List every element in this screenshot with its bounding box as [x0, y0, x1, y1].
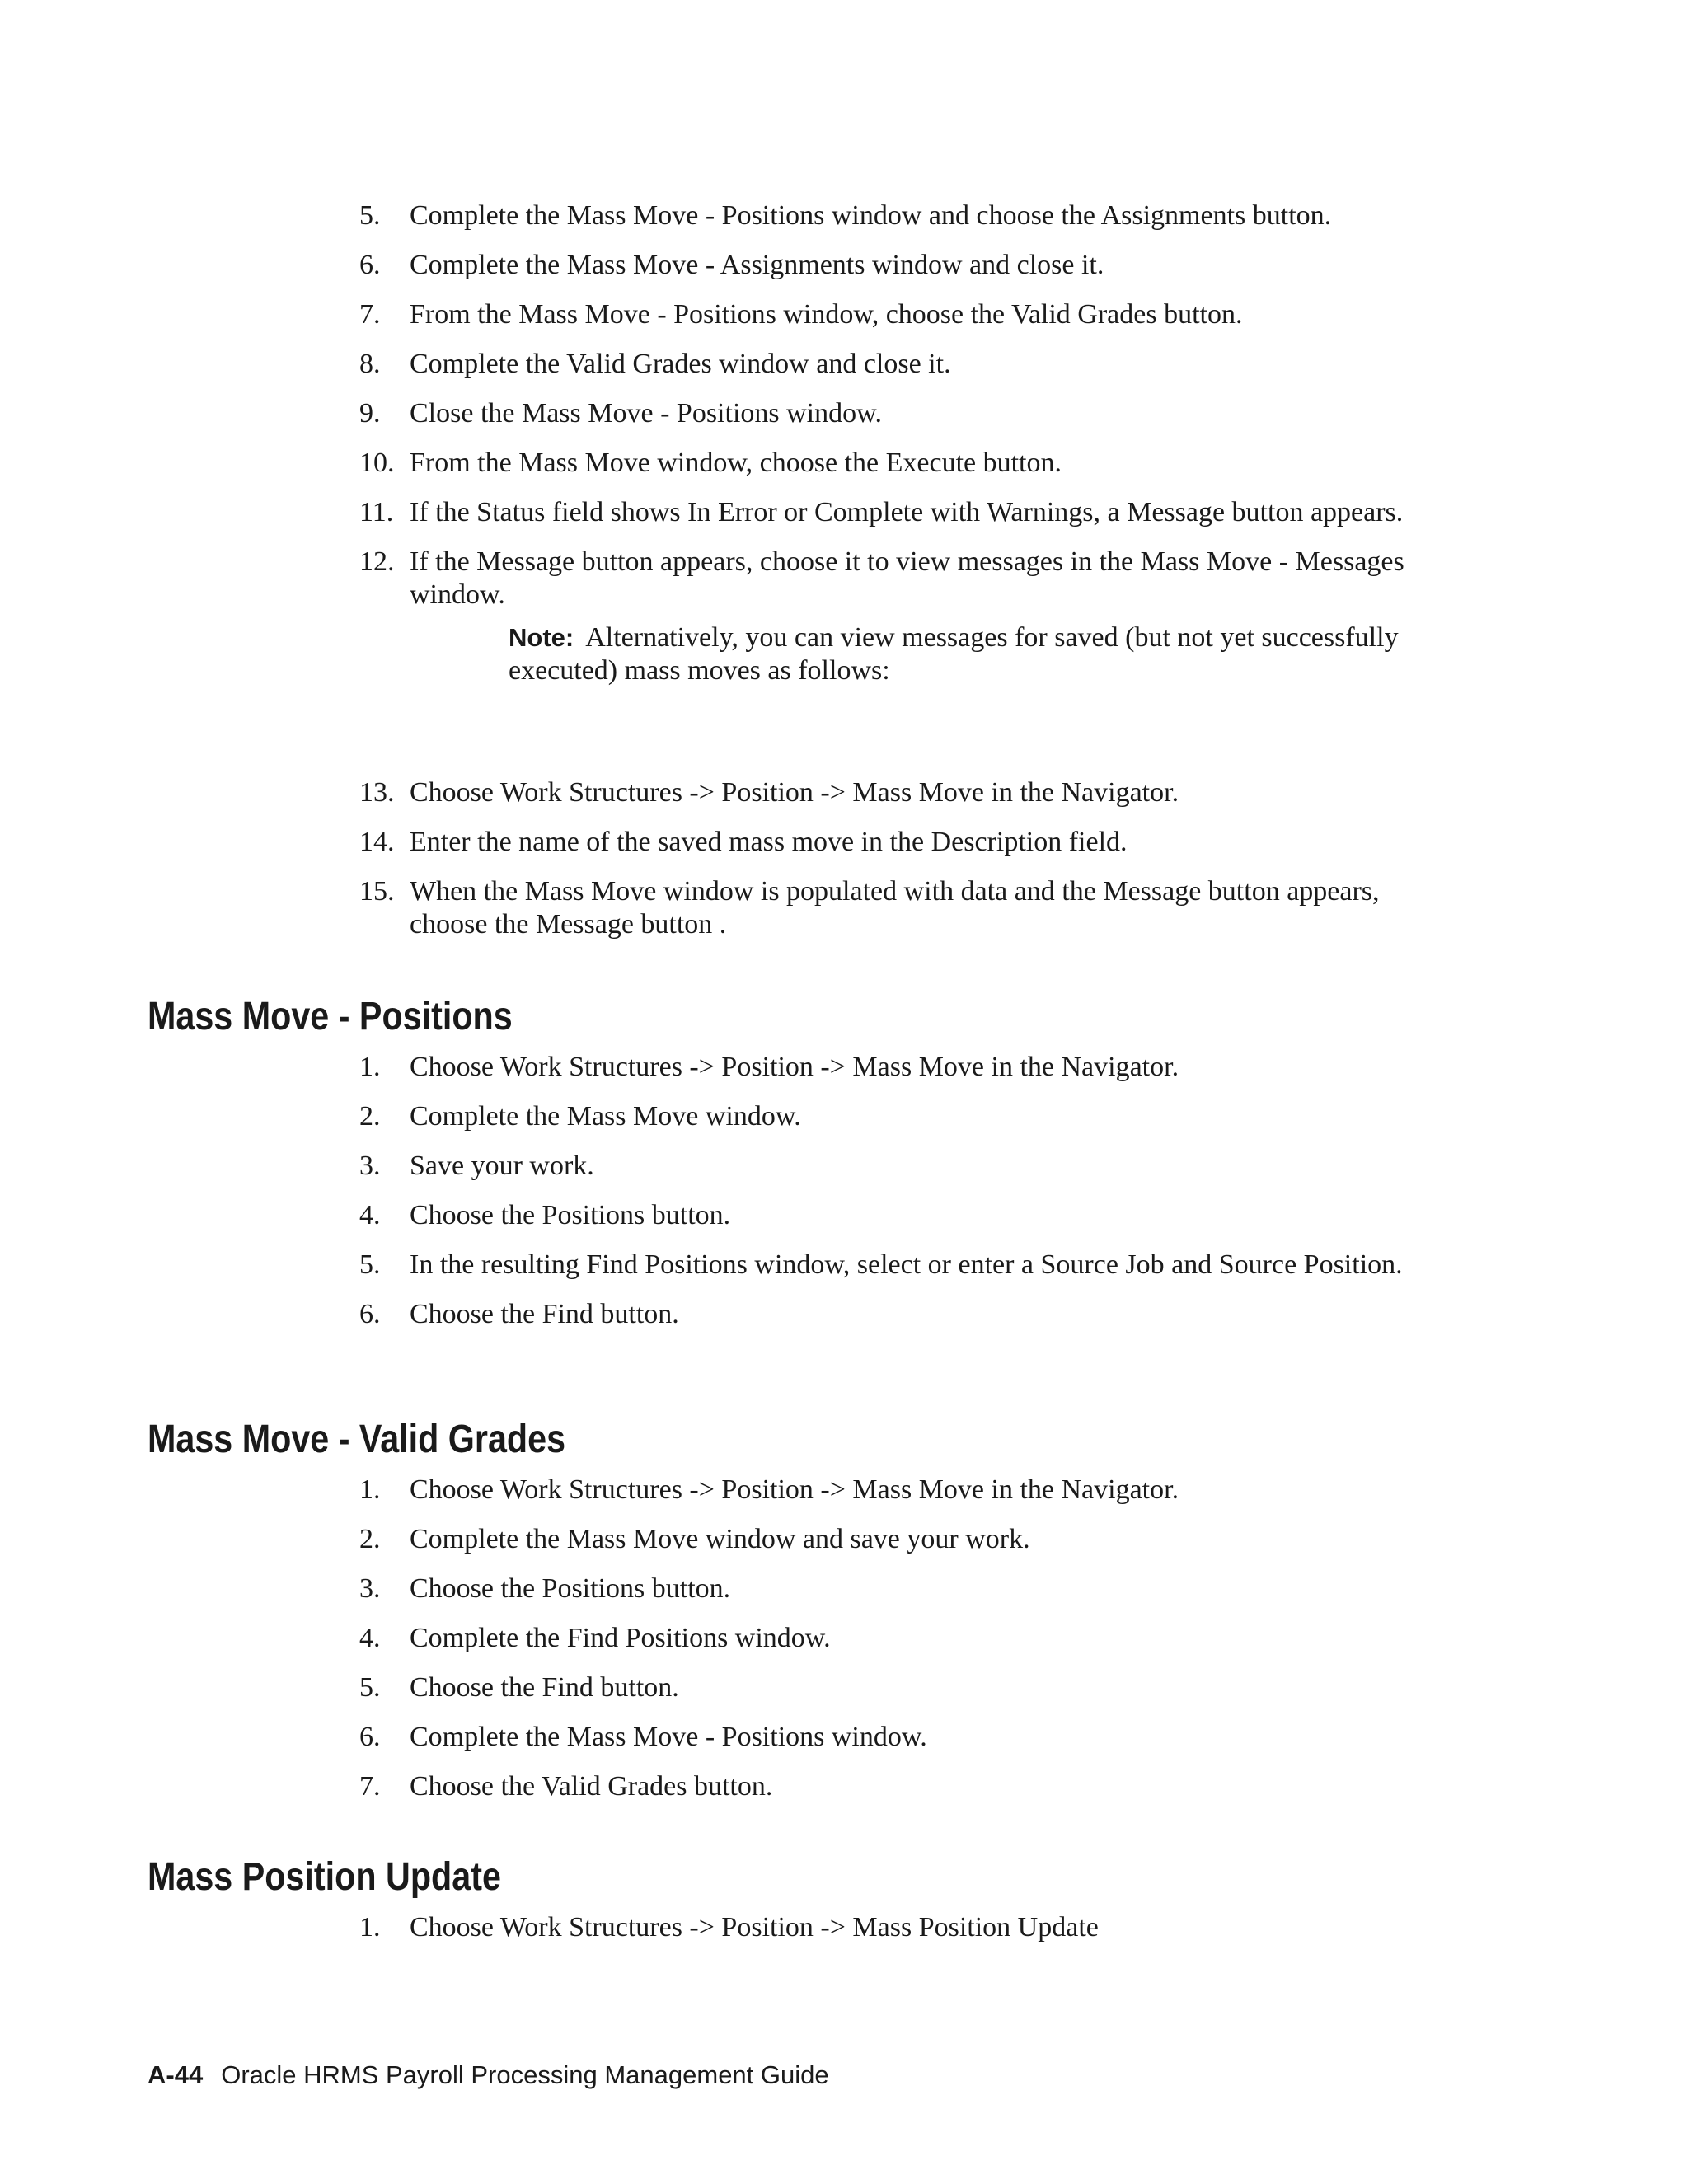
step-text: Complete the Mass Move window.	[410, 1101, 801, 1132]
list-item	[0, 1721, 1688, 1754]
step-number: 9.	[359, 398, 381, 429]
step-number: 12.	[359, 546, 395, 577]
list-item	[0, 348, 1688, 381]
continued-step-list	[0, 199, 1688, 687]
step-text: Save your work.	[410, 1151, 594, 1181]
step-text: Complete the Mass Move - Positions window.	[410, 1722, 927, 1752]
step-number: 13.	[359, 777, 395, 808]
step-text: Choose Work Structures -> Position -> Mass Move in the Navigator.	[410, 777, 1179, 808]
step-number: 10.	[359, 448, 395, 478]
step-text: Enter the name of the saved mass move in the Description field.	[410, 827, 1128, 857]
list-item	[0, 776, 1688, 809]
step-number: 2.	[359, 1101, 381, 1132]
list-item	[0, 546, 1688, 687]
step-text: Complete the Find Positions window.	[410, 1623, 831, 1653]
step-number: 1.	[359, 1474, 381, 1505]
list-item	[0, 249, 1688, 282]
step-number: 2.	[359, 1524, 381, 1554]
step-number: 3.	[359, 1573, 381, 1604]
step-text: Choose the Positions button.	[410, 1200, 731, 1230]
step-number: 4.	[359, 1200, 381, 1230]
step-number: 7.	[359, 299, 381, 330]
document-title: Oracle HRMS Payroll Processing Management Guide	[221, 2060, 829, 2089]
page-footer	[148, 2060, 829, 2090]
step-number: 14.	[359, 827, 395, 857]
step-text: If the Message button appears, choose it to view messages in the Mass Move - Messages window.	[410, 546, 1404, 610]
list-item	[0, 1671, 1688, 1704]
step-text: Complete the Mass Move - Assignments window and close it.	[410, 250, 1104, 280]
list-item	[0, 1100, 1688, 1133]
section-heading: Mass Move - Valid Grades	[148, 1418, 566, 1461]
step-text: Choose Work Structures -> Position -> Mass Move in the Navigator.	[410, 1052, 1179, 1082]
list-item	[0, 1474, 1688, 1507]
step-text: Choose the Find button.	[410, 1672, 679, 1703]
list-item	[0, 1150, 1688, 1183]
list-item	[0, 875, 1688, 941]
step-number: 4.	[359, 1623, 381, 1653]
section-step-list	[0, 1051, 1688, 1331]
list-item	[0, 298, 1688, 331]
step-text: Choose the Valid Grades button.	[410, 1771, 773, 1802]
note-block	[509, 621, 1399, 687]
step-number: 5.	[359, 1672, 381, 1703]
step-text: Complete the Valid Grades window and close it.	[410, 349, 951, 379]
section-step-list	[0, 1474, 1688, 1803]
step-text: From the Mass Move window, choose the Execute button.	[410, 448, 1062, 478]
step-number: 15.	[359, 876, 395, 907]
list-item	[0, 1572, 1688, 1605]
step-text: Close the Mass Move - Positions window.	[410, 398, 882, 429]
step-number: 1.	[359, 1912, 381, 1943]
list-item	[0, 1051, 1688, 1084]
step-number: 5.	[359, 200, 381, 231]
step-number: 5.	[359, 1249, 381, 1280]
list-item	[0, 1911, 1688, 1944]
step-text: From the Mass Move - Positions window, choose the Valid Grades button.	[410, 299, 1243, 330]
list-item	[0, 199, 1688, 232]
step-text: Choose Work Structures -> Position -> Mass Position Update	[410, 1912, 1099, 1943]
step-number: 11.	[359, 497, 394, 527]
step-text: In the resulting Find Positions window, select or enter a Source Job and Source Position.	[410, 1249, 1403, 1280]
list-item	[0, 1199, 1688, 1232]
step-number: 6.	[359, 1299, 381, 1329]
list-item	[0, 826, 1688, 859]
list-item	[0, 496, 1688, 529]
step-text: Choose Work Structures -> Position -> Mass Move in the Navigator.	[410, 1474, 1179, 1505]
list-item	[0, 1298, 1688, 1331]
step-number: 8.	[359, 349, 381, 379]
section-heading: Mass Position Update	[148, 1855, 501, 1899]
after-note-step-list	[0, 776, 1688, 941]
step-text: Choose the Find button.	[410, 1299, 679, 1329]
section-step-list	[0, 1911, 1688, 1944]
list-item	[0, 397, 1688, 430]
step-text: Complete the Mass Move - Positions window and choose the Assignments button.	[410, 200, 1332, 231]
list-item	[0, 1249, 1688, 1282]
list-item	[0, 1523, 1688, 1556]
step-text: Choose the Positions button.	[410, 1573, 731, 1604]
list-item	[0, 1622, 1688, 1655]
step-text: When the Mass Move window is populated with data and the Message button appears, choose the Message button .	[410, 876, 1380, 940]
step-number: 3.	[359, 1151, 381, 1181]
page-number: A-44	[148, 2060, 204, 2089]
list-item	[0, 1770, 1688, 1803]
step-text: If the Status field shows In Error or Complete with Warnings, a Message button appears.	[410, 497, 1404, 527]
step-number: 1.	[359, 1052, 381, 1082]
list-item	[0, 447, 1688, 480]
step-text: Complete the Mass Move window and save your work.	[410, 1524, 1030, 1554]
note-text: Alternatively, you can view messages for saved (but not yet successfully executed) mass moves as follows:	[509, 622, 1399, 686]
note-label: Note:	[509, 623, 574, 652]
step-number: 6.	[359, 1722, 381, 1752]
section-heading: Mass Move - Positions	[148, 995, 513, 1038]
step-number: 6.	[359, 250, 381, 280]
step-number: 7.	[359, 1771, 381, 1802]
